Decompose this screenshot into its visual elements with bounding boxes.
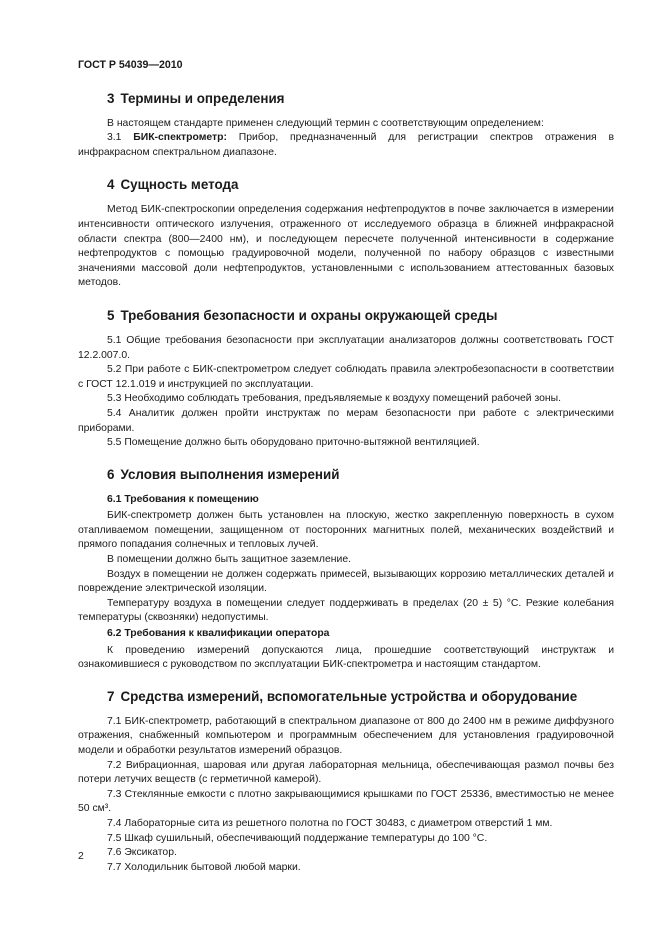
section-title: Условия выполнения измерений [120,466,340,482]
paragraph: В настоящем стандарте применен следующий термин с соответствующим определением: [107,117,544,129]
section-title: Сущность метода [120,177,239,193]
section-7 [78,689,614,876]
paragraph: К проведению измерений допускаются лица, прошедшие соответствующий инструктаж и ознакомившиеся с руководством по эксплуатации БИК-спектрометра и настоящим стандартом. [78,644,614,671]
paragraph: БИК-спектрометр должен быть установлен на плоскую, жестко закрепленную поверхность в сухом отапливаемом помещении, защищенном от посторонних магнитных полей, механических воздействий и прямого попадания солнечных и тепловых лучей. [78,510,614,551]
section-5 [78,308,614,451]
paragraph: Воздух в помещении не должен содержать примесей, вызывающих коррозию металлических деталей и повреждение электрической изоляции. [78,568,614,595]
term-text: Прибор, предназначенный для регистрации спектров отражения в инфракрасном спектральном диапазоне. [78,132,614,158]
clause: 7.5 Шкаф сушильный, обеспечивающий поддержание температуры до 100 °С. [107,832,488,844]
section-heading [78,308,614,324]
section-heading [78,689,614,705]
section-number: 4 [107,177,115,193]
section-6 [78,467,614,673]
section-4 [78,177,614,291]
clause: 5.3 Необходимо соблюдать требования, предъявляемые к воздуху помещений рабочей зоны. [107,393,561,405]
section-heading [78,467,614,483]
section-title: Требования безопасности и охраны окружающей среды [120,307,498,323]
term-number: 3.1 [107,132,134,144]
document-header: ГОСТ Р 54039—2010 [78,59,183,71]
page-number: 2 [78,851,84,862]
clause: 7.7 Холодильник бытовой любой марки. [107,861,301,873]
term-definition [78,131,614,160]
clause: 5.4 Аналитик должен пройти инструктаж по мерам безопасности при работе с электрическими приборами. [78,407,614,434]
section-number: 3 [107,90,115,106]
clause: 7.4 Лабораторные сита из решетного полотна по ГОСТ 30483, с диаметром отверстий 1 мм. [107,817,553,829]
term: БИК-спектрометр: [133,132,227,144]
clause: 5.2 При работе с БИК-спектрометром следует соблюдать правила электробезопасности в соответствии с ГОСТ 12.1.019 и инструкцией по эксплуатации. [78,364,614,390]
section-title: Средства измерений, вспомогательные устройства и оборудование [120,688,578,704]
paragraph: Метод БИК-спектроскопии определения содержания нефтепродуктов в почве заключается в измерении интенсивности оптического излучения, отраженного от исследуемого образца в ближней инфракрасной области спектра (800—2400 нм), и последующем пересчете полученной интенсивности в содержание нефтепродуктов с помощью градуировочной модели, полученной по набору образцов с известными значениями массовой доли нефтепродуктов, установленными с использованием аттестованных базовых методов. [78,204,614,289]
clause: 5.1 Общие требования безопасности при эксплуатации анализаторов должны соответствовать ГОСТ 12.2.007.0. [78,334,614,361]
section-heading [78,177,614,193]
subsection-heading: 6.1 Требования к помещению [107,493,259,505]
clause: 7.3 Стеклянные емкости с плотно закрывающимися крышками по ГОСТ 25336, вместимостью не менее 50 см³. [78,788,614,815]
clause: 7.6 Эксикатор. [107,847,177,859]
section-number: 6 [107,466,115,482]
section-title: Термины и определения [120,90,285,106]
section-heading [78,91,614,107]
clause: 7.1 БИК-спектрометр, работающий в спектральном диапазоне от 800 до 2400 нм в режиме диффузного отражения, снабженный компьютером и программным обеспечением для установления градуировочной модели и обработки результатов измерений образцов. [78,715,614,756]
subsection-heading: 6.2 Требования к квалификации оператора [107,628,330,640]
section-3 [78,91,614,161]
clause: 7.2 Вибрационная, шаровая или другая лабораторная мельница, обеспечивающая размол почвы без потери летучих веществ (с герметичной камерой). [78,759,614,786]
document-page [78,58,614,892]
section-number: 5 [107,307,115,323]
section-number: 7 [107,688,115,704]
paragraph: В помещении должно быть защитное заземление. [107,554,351,566]
paragraph: Температуру воздуха в помещении следует поддерживать в пределах (20 ± 5) °С. Резкие колебания температуры (сквозняки) недопустимы. [78,597,614,624]
clause: 5.5 Помещение должно быть оборудовано приточно-вытяжной вентиляцией. [107,437,480,449]
